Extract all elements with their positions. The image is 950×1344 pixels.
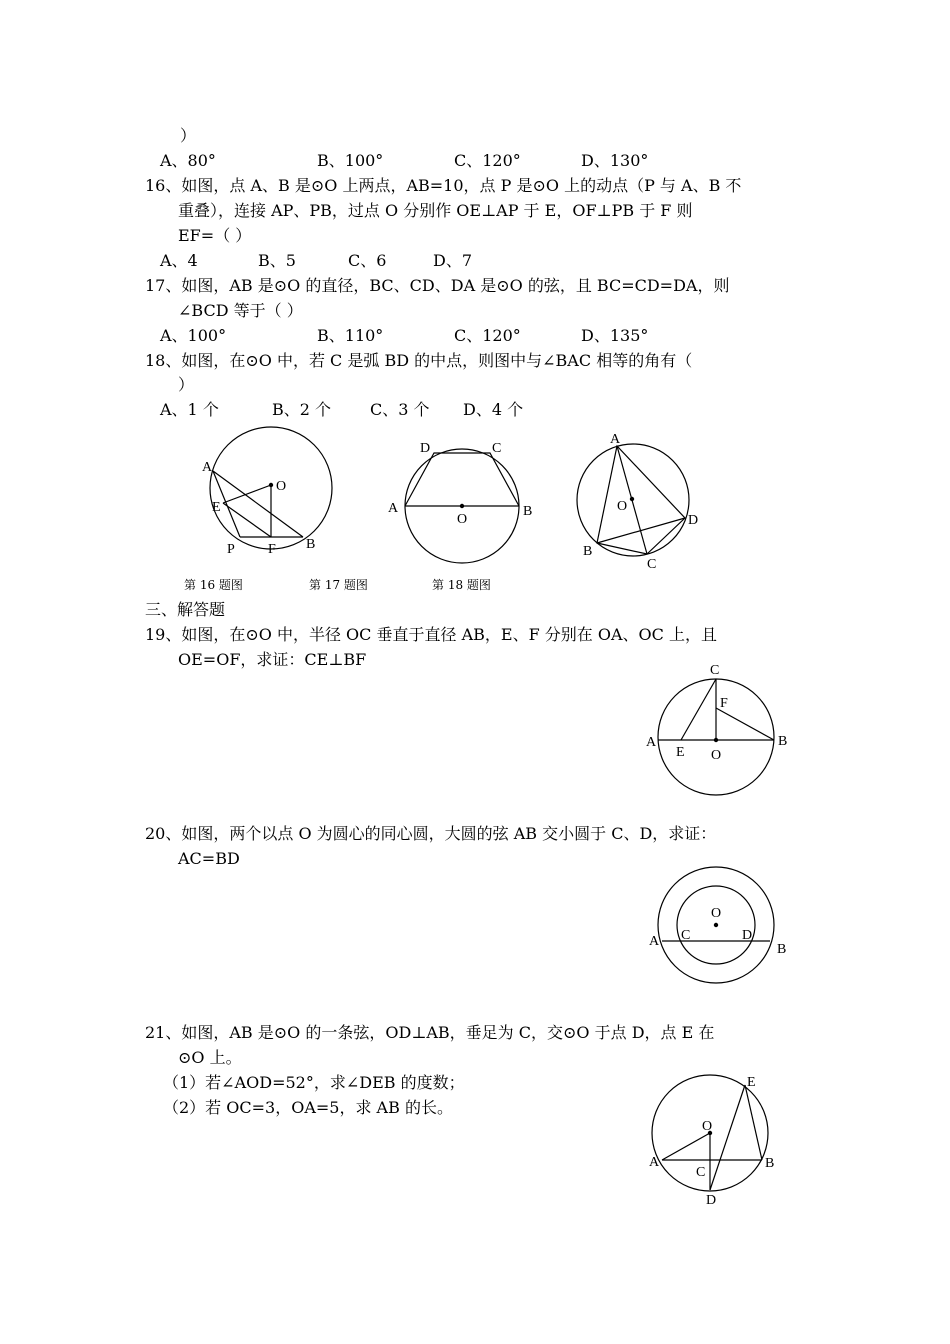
fig19-label-o: O (711, 748, 722, 763)
q18-line-2: ） (178, 375, 195, 394)
q21-line-2: ⊙O 上。 (178, 1048, 242, 1067)
q16-option-b: B、5 (258, 251, 296, 270)
q15-tail: ） (180, 126, 197, 145)
q15-option-b: B、100° (317, 151, 384, 170)
section-heading: 三、解答题 (145, 600, 226, 619)
fig21-seg-eb (745, 1085, 762, 1160)
fig18-label-o: O (617, 499, 628, 514)
q17-option-c: C、120° (454, 326, 521, 345)
fig17-label-b: B (523, 504, 533, 519)
fig19-label-b: B (778, 734, 788, 749)
fig17-label-a: A (388, 501, 399, 516)
fig16-label-e: E (212, 500, 221, 515)
fig19-label-f: F (720, 696, 728, 711)
fig18-label-b: B (583, 544, 593, 559)
fig21-seg-ed (710, 1085, 745, 1190)
fig17-label-d: D (420, 441, 431, 456)
fig16-label-a: A (202, 460, 213, 475)
q17-option-a: A、100° (160, 326, 227, 345)
caption-fig17: 第 17 题图 (309, 578, 368, 592)
q15-option-c: C、120° (454, 151, 521, 170)
fig18-label-c: C (647, 557, 657, 572)
q16-line-2: 重叠），连接 AP、PB，过点 O 分别作 OE⊥AP 于 E，OF⊥PB 于 F 则 (178, 201, 693, 220)
fig21-label-c: C (696, 1165, 706, 1180)
fig16-label-p: P (227, 542, 235, 557)
q17-line-1: 17、如图，AB 是⊙O 的直径，BC、CD、DA 是⊙O 的弦，且 BC=CD=DA，则 (145, 276, 730, 295)
fig19-label-a: A (646, 735, 657, 750)
fig16-label-f: F (268, 542, 276, 557)
fig20-label-c: C (681, 928, 691, 943)
caption-fig18: 第 18 题图 (432, 578, 491, 592)
q15-option-a: A、80° (160, 151, 216, 170)
q20-line-1: 20、如图，两个以点 O 为圆心的同心圆，大圆的弦 AB 交小圆于 C、D，求证： (145, 824, 717, 843)
fig16-label-b: B (306, 537, 316, 552)
fig21-label-b: B (765, 1156, 775, 1171)
q18-option-c: C、3 个 (370, 400, 430, 419)
q17-option-d: D、135° (581, 326, 649, 345)
fig20-label-o: O (711, 906, 722, 921)
q16-line-1: 16、如图，点 A、B 是⊙O 上两点，AB=10，点 P 是⊙O 上的动点（P 与 A、B 不 (145, 176, 742, 195)
q17-option-b: B、110° (317, 326, 384, 345)
q18-option-d: D、4 个 (463, 400, 524, 419)
q21-sub-2: （2）若 OC=3，OA=5，求 AB 的长。 (163, 1098, 453, 1117)
fig17-label-c: C (492, 441, 502, 456)
fig20-label-d: D (742, 928, 753, 943)
fig21-label-o: O (702, 1119, 713, 1134)
fig21-label-a: A (649, 1155, 660, 1170)
q16-option-c: C、6 (348, 251, 387, 270)
fig19-label-c: C (710, 663, 720, 678)
caption-fig16: 第 16 题图 (184, 578, 243, 592)
q19-line-1: 19、如图，在⊙O 中，半径 OC 垂直于直径 AB，E、F 分别在 OA、OC 上，且 (145, 625, 717, 644)
q17-line-2: ∠BCD 等于（ ） (178, 301, 303, 320)
q19-line-2: OE=OF，求证：CE⊥BF (178, 650, 367, 669)
q18-line-1: 18、如图，在⊙O 中，若 C 是弧 BD 的中点，则图中与∠BAC 相等的角有（ (145, 351, 693, 370)
q15-option-d: D、130° (581, 151, 649, 170)
q16-option-a: A、4 (160, 251, 198, 270)
fig18-label-a: A (610, 432, 621, 447)
fig17-label-o: O (457, 512, 468, 527)
fig18-label-d: D (688, 513, 699, 528)
fig21-label-e: E (747, 1075, 756, 1090)
q18-option-b: B、2 个 (272, 400, 332, 419)
fig21-radius-oa (662, 1133, 710, 1160)
q18-option-a: A、1 个 (160, 400, 219, 419)
q21-sub-1: （1）若∠AOD=52°，求∠DEB 的度数； (163, 1073, 465, 1092)
fig20-label-b: B (777, 942, 787, 957)
q16-option-d: D、7 (433, 251, 473, 270)
fig16-label-o: O (276, 479, 287, 494)
q16-line-3: EF=（ ） (178, 226, 252, 245)
q21-line-1: 21、如图，AB 是⊙O 的一条弦，OD⊥AB，垂足为 C，交⊙O 于点 D，点 E 在 (145, 1023, 715, 1042)
fig20-label-a: A (649, 934, 660, 949)
q20-line-2: AC=BD (178, 849, 240, 868)
fig21-label-d: D (706, 1193, 717, 1208)
fig19-label-e: E (676, 745, 685, 760)
